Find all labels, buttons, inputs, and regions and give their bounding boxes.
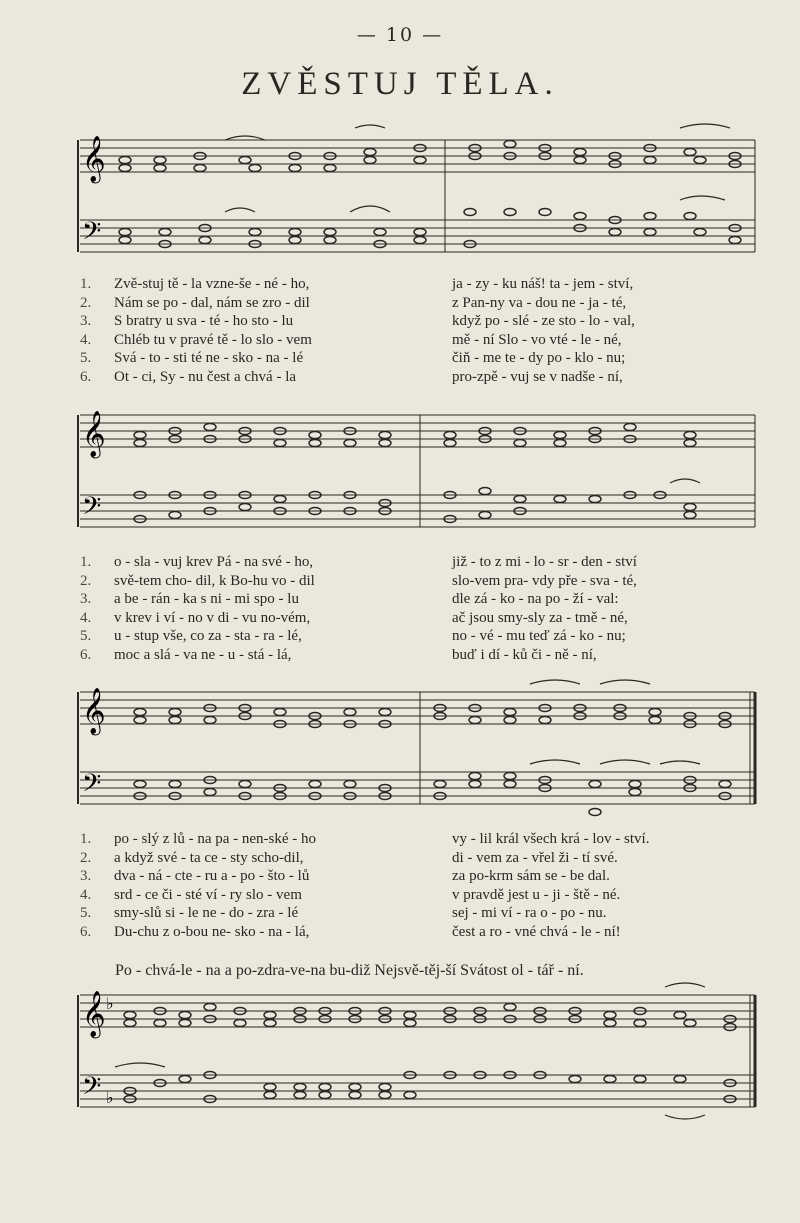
verse-line: 5. Svá - to - sti té ne - sko - na - lé čiň - me te - dy po - klo - nu; — [80, 350, 626, 366]
verse-line: 1. Zvě-stuj tě - la vzne-še - né - ho, ja - zy - ku náš! ta - jem - ství, — [80, 276, 634, 292]
verse-line: 1. o - sla - vuj krev Pá - na své - ho, již - to z mi - lo - sr - den - ství — [80, 554, 637, 570]
verse-line: 5. smy-slů si - le ne - do - zra - lé sej - mi ví - ra o - po - nu. — [80, 905, 607, 921]
bass-staff — [80, 220, 755, 252]
treble-clef-icon: 𝄞 — [82, 688, 106, 734]
treble-clef-icon: 𝄞 — [82, 136, 106, 182]
verse-line: 3. a be - rán - ka s ni - mi spo - lu dle zá - ko - na po - ží - val: — [80, 591, 619, 607]
verse-line: 1. po - slý z lů - na pa - nen-ské - ho vy - lil král všech krá - lov - ství. — [80, 831, 650, 847]
verse-line: 2. Nám se po - dal, nám se zro - dil z Pan-ny va - dou ne - ja - té, — [80, 294, 627, 311]
verse-line: 6. Du-chu z o-bou ne- sko - na - lá, čest a ro - vné chvá - le - ní! — [80, 923, 621, 940]
treble-clef-icon: 𝄞 — [82, 991, 106, 1037]
verse-line: 2. svě-tem cho- dil, k Bo-hu vo - dil slo-vem pra- vdy pře - sva - té, — [80, 572, 637, 589]
treble-clef-icon: 𝄞 — [82, 411, 106, 457]
bass-clef-icon: 𝄢 — [82, 217, 102, 252]
verse-line: 4. srd - ce či - sté ví - ry slo - vem v pravdě jest u - ji - ště - né. — [80, 886, 621, 903]
bass-clef-icon: 𝄢 — [82, 769, 102, 804]
verse-block-2 — [80, 553, 770, 664]
music-system-2 — [0, 395, 800, 545]
verse-line: 4. v krev i ví - no v di - vu no-vém, ač jsou smy-sly za - tmě - né, — [80, 609, 628, 626]
refrain-lyrics: Po - chvá-le - na a po-zdra-ve-na bu-diž Nejsvě-těj-ší Svátost ol - tář - ní. — [115, 962, 584, 979]
page-title: ZVĚSTUJ TĚLA. — [241, 66, 559, 102]
verse-block-1 — [80, 275, 770, 386]
verse-line: 2. a když své - ta ce - sty scho-dil, di - vem za - vřel ži - tí své. — [80, 849, 618, 866]
flat-icon: ♭ — [106, 994, 114, 1013]
music-system-4 — [0, 975, 800, 1125]
verse-line: 6. Ot - ci, Sy - nu čest a chvá - la pro-zpě - vuj se v nadše - ní, — [80, 368, 623, 385]
music-system-1 — [0, 120, 800, 270]
notes — [119, 141, 741, 248]
music-system-3 — [0, 672, 800, 822]
verse-line: 5. u - stup vše, co za - sta - ra - lé, no - vé - mu teď zá - ko - nu; — [80, 628, 626, 644]
flat-icon: ♭ — [106, 1088, 114, 1107]
verse-line: 6. moc a slá - va ne - u - stá - lá, buď i dí - ků či - ně - ní, — [80, 646, 597, 663]
verse-line: 3. S bratry u sva - té - ho sto - lu když po - slé - ze sto - lo - val, — [80, 313, 635, 329]
verse-block-3 — [80, 830, 770, 941]
bass-clef-icon: 𝄢 — [82, 1072, 102, 1107]
page-number: — 10 — — [356, 24, 444, 46]
verse-line: 4. Chléb tu v pravé tě - lo slo - vem mě - ní Slo - vo vté - le - né, — [80, 331, 622, 348]
bass-clef-icon: 𝄢 — [82, 492, 102, 527]
verse-line: 3. dva - ná - cte - ru a - po - što - lů za po-krm sám se - be dal. — [80, 868, 610, 884]
